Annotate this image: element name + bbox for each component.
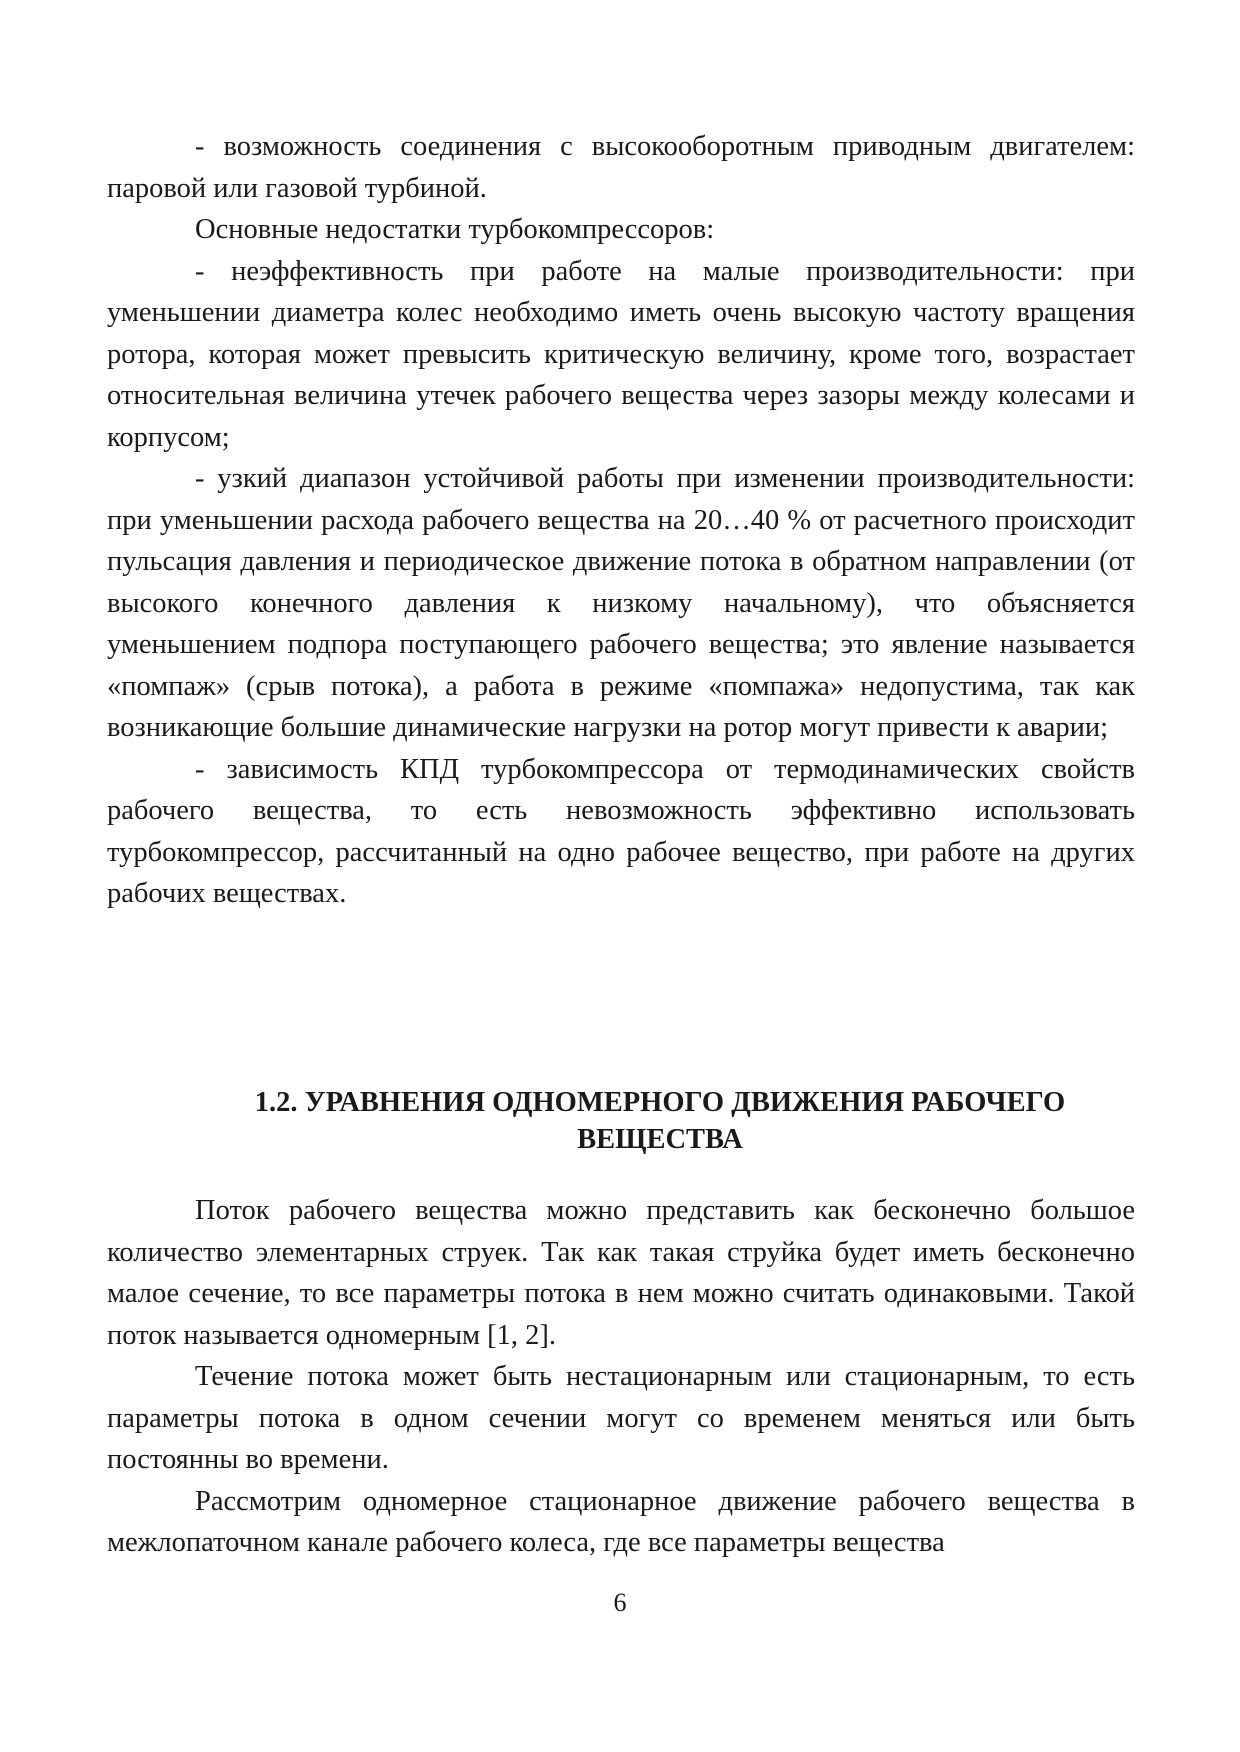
paragraph-disadvantages-intro: Основные недостатки турбокомпрессоров: — [195, 214, 715, 245]
paragraph-surge-range: - узкий диапазон устойчивой работы при изменении производительности: при уменьшении расхода рабочего вещества на 20…40 % от расчетного происходит пульсация давления и периодическое движение потока в обратном направлении (от высокого конечного давления к низкому начальному), что объясняется уменьшением подпора поступающего рабочего вещества; это явление называется «помпаж» (срыв потока), а работа в режиме «помпажа» недопустима, так как возникающие большие динамические нагрузки на ротор могут привести к аварии; — [107, 463, 1135, 743]
paragraph-stationary-flow: Течение потока может быть нестационарным или стационарным, то есть параметры потока в одном сечении могут со временем меняться или быть постоянны во времени. — [107, 1361, 1135, 1475]
paragraph-high-speed-drive: - возможность соединения с высокооборотным приводным двигателем: паровой или газовой турбиной. — [107, 131, 1135, 204]
page-number: 6 — [613, 1588, 627, 1617]
body-text-top — [107, 126, 1135, 915]
paragraph-low-capacity-inefficiency: - неэффективность при работе на малые производительности: при уменьшении диаметра колес необходимо иметь очень высокую частоту вращения ротора, которая может превысить критическую величину, кроме того, возрастает относительная величина утечек рабочего вещества через зазоры между колесами и корпусом; — [107, 255, 1135, 453]
section-heading — [180, 1084, 1140, 1158]
section-heading-line-1: 1.2. УРАВНЕНИЯ ОДНОМЕРНОГО ДВИЖЕНИЯ РАБОЧЕГО — [254, 1087, 1066, 1118]
paragraph-one-dimensional-flow: Поток рабочего вещества можно представить как бесконечно большое количество элементарных струек. Так как такая струйка будет иметь бесконечно малое сечение, то все параметры потока в нем можно считать одинаковыми. Такой поток называется одномерным [1, 2]. — [107, 1195, 1135, 1351]
paragraph-efficiency-dependence: - зависимость КПД турбокомпрессора от термодинамических свойств рабочего вещества, то есть невозможность эффективно использовать турбокомпрессор, рассчитанный на одно рабочее вещество, при работе на других рабочих веществах. — [107, 753, 1135, 909]
paragraph-interblade-channel: Рассмотрим одномерное стационарное движение рабочего вещества в межлопаточном канале рабочего колеса, где все параметры вещества — [107, 1485, 1135, 1558]
body-text-bottom — [107, 1190, 1135, 1564]
section-heading-line-2: ВЕЩЕСТВА — [577, 1124, 743, 1155]
